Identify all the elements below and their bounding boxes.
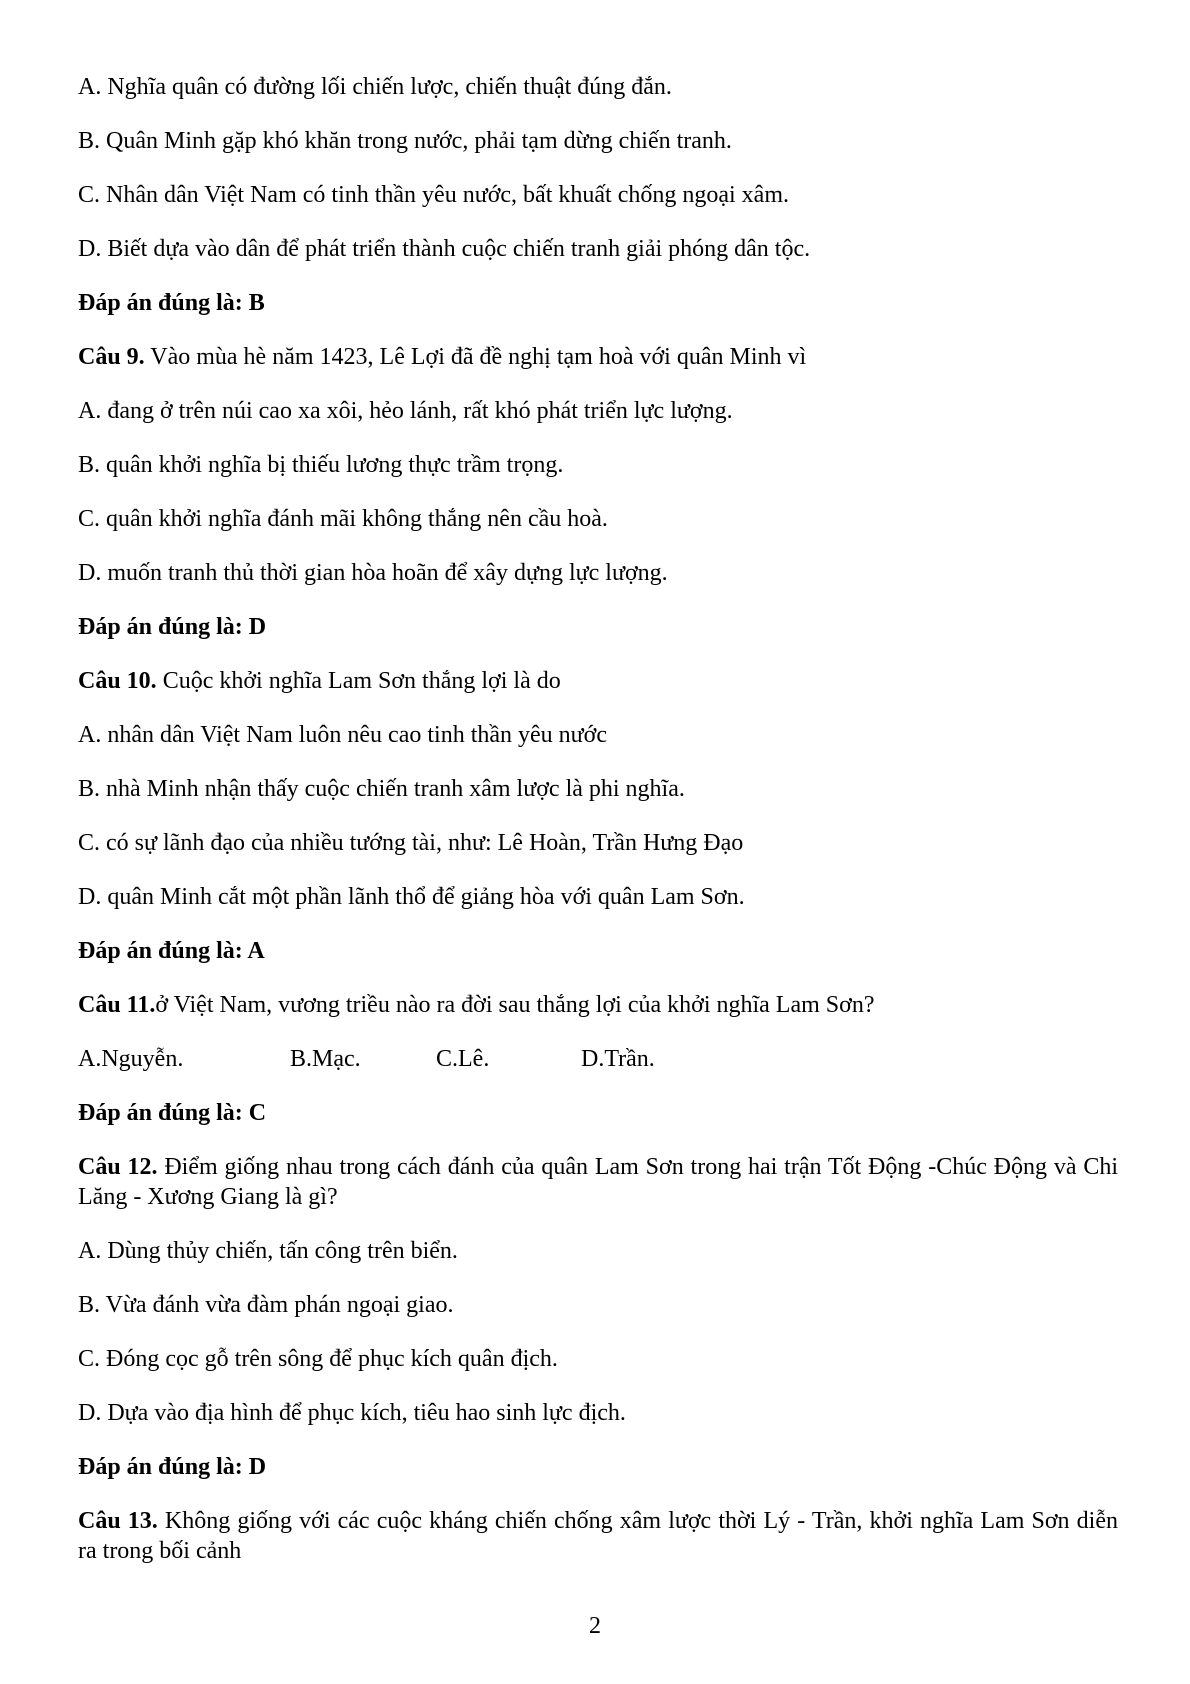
q12-question [78,1152,1118,1212]
q11-options [78,1044,1118,1074]
q11-option-c: C.Lê. [436,1046,490,1072]
q11-option-b: B.Mạc. [290,1046,361,1072]
q10-answer: Đáp án đúng là: A [78,938,265,964]
q13-text: Không giống với các cuộc kháng chiến chống xâm lược thời Lý - Trần, khởi nghĩa Lam Sơn diễn ra trong bối cảnh [78,1508,1118,1564]
q9-option-a: A. đang ở trên núi cao xa xôi, hẻo lánh, rất khó phát triển lực lượng. [78,398,733,424]
q12-label: Câu 12. [78,1154,158,1180]
q9-label: Câu 9. [78,344,145,370]
q10-label: Câu 10. [78,668,157,694]
q9-text: Vào mùa hè năm 1423, Lê Lợi đã đề nghị tạm hoà với quân Minh vì [144,344,807,370]
q13-label: Câu 13. [78,1508,158,1534]
q10-option-d: D. quân Minh cắt một phần lãnh thổ để giảng hòa với quân Lam Sơn. [78,884,745,910]
q8-option-b: B. Quân Minh gặp khó khăn trong nước, phải tạm dừng chiến tranh. [78,128,732,154]
q12-option-d: D. Dựa vào địa hình để phục kích, tiêu hao sinh lực địch. [78,1400,626,1426]
document-page [78,72,1118,1590]
q12-option-b: B. Vừa đánh vừa đàm phán ngoại giao. [78,1292,454,1318]
q12-text: Điểm giống nhau trong cách đánh của quân Lam Sơn trong hai trận Tốt Động -Chúc Động và Chi Lăng - Xương Giang là gì? [78,1154,1118,1210]
q8-answer: Đáp án đúng là: B [78,290,265,316]
q9-question [78,342,1118,372]
q9-option-b: B. quân khởi nghĩa bị thiếu lương thực trầm trọng. [78,452,564,478]
q11-label: Câu 11. [78,992,156,1018]
q12-answer: Đáp án đúng là: D [78,1454,267,1480]
q9-option-c: C. quân khởi nghĩa đánh mãi không thắng nên cầu hoà. [78,506,608,532]
q11-answer: Đáp án đúng là: C [78,1100,267,1126]
q11-question [78,990,1118,1020]
q8-option-a: A. Nghĩa quân có đường lối chiến lược, chiến thuật đúng đắn. [78,74,672,100]
q8-option-d: D. Biết dựa vào dân để phát triển thành cuộc chiến tranh giải phóng dân tộc. [78,236,811,262]
q11-option-d: D.Trần. [581,1046,655,1072]
q10-option-c: C. có sự lãnh đạo của nhiều tướng tài, như: Lê Hoàn, Trần Hưng Đạo [78,830,744,856]
q10-option-a: A. nhân dân Việt Nam luôn nêu cao tinh thần yêu nước [78,722,608,748]
q11-text: ở Việt Nam, vương triều nào ra đời sau thắng lợi của khởi nghĩa Lam Sơn? [155,992,875,1018]
page-number: 2 [589,1613,601,1639]
q11-option-a: A.Nguyễn. [78,1046,184,1072]
q10-option-b: B. nhà Minh nhận thấy cuộc chiến tranh xâm lược là phi nghĩa. [78,776,685,802]
q12-option-a: A. Dùng thủy chiến, tấn công trên biển. [78,1238,458,1264]
q9-answer: Đáp án đúng là: D [78,614,267,640]
q9-option-d: D. muốn tranh thủ thời gian hòa hoãn để xây dựng lực lượng. [78,560,668,586]
q13-question [78,1506,1118,1566]
q8-option-c: C. Nhân dân Việt Nam có tinh thần yêu nước, bất khuất chống ngoại xâm. [78,182,789,208]
q10-question [78,666,1118,696]
q12-option-c: C. Đóng cọc gỗ trên sông để phục kích quân địch. [78,1346,558,1372]
q10-text: Cuộc khởi nghĩa Lam Sơn thắng lợi là do [156,668,561,694]
